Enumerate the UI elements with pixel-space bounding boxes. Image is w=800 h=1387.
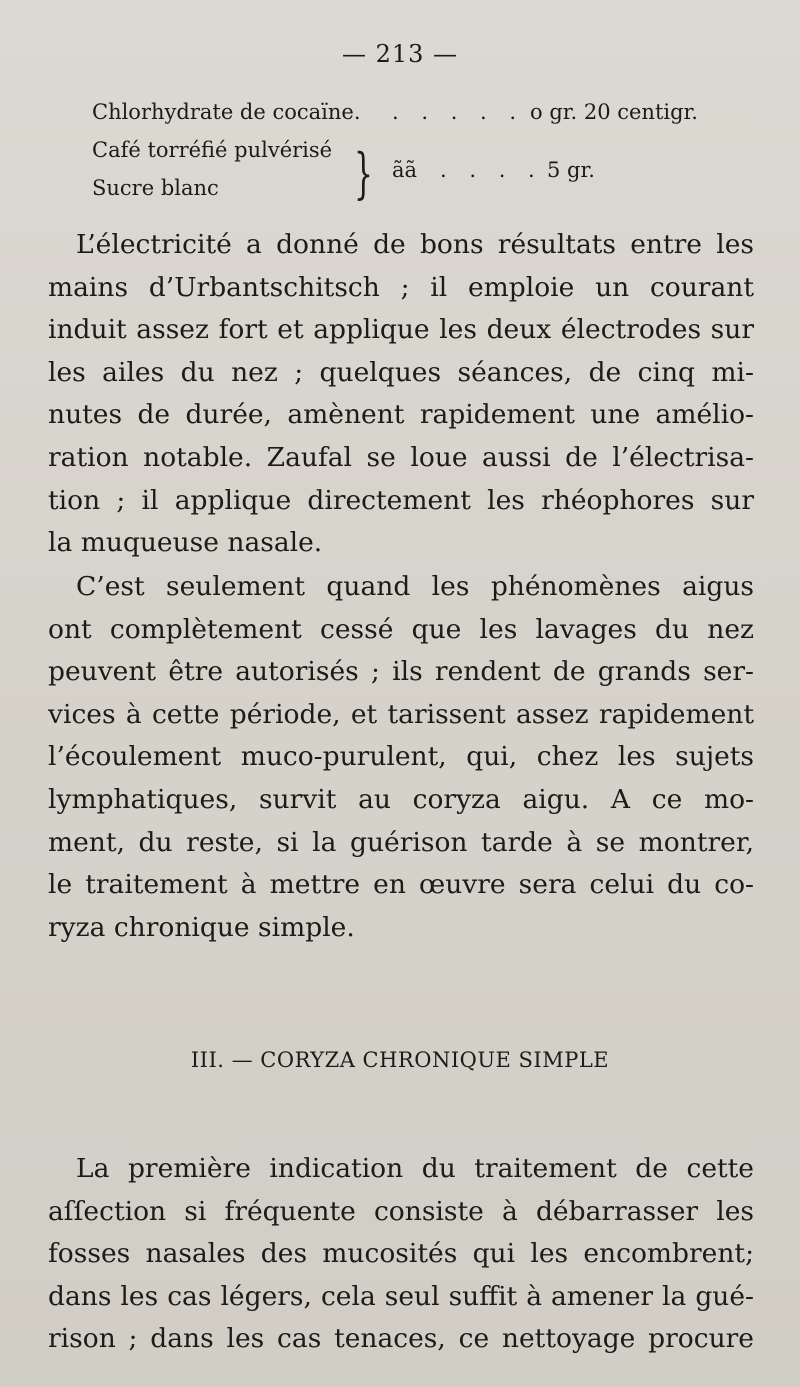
paragraph-electricite [48,224,754,565]
text-line: L’électricité a donné de bons résultats entre les [76,229,754,260]
recipe-brace: } [354,142,373,205]
text-line: l’écoulement muco-purulent, qui, chez les sujets [48,741,754,773]
recipe-block [92,100,732,214]
text-line: peuvent être autorisés ; ils rendent de grands ser- [48,656,754,688]
text-line: dans les cas légers, cela seul suffit à amener la gué- [48,1280,754,1312]
paragraph-lines [48,566,754,949]
recipe-leader-dots: . . . . [440,158,543,182]
text-line: La première indication du traitement de cette [76,1153,754,1184]
recipe-row-cocaine [92,100,732,138]
recipe-item-name: Café torréfié pulvérisé [92,138,333,162]
text-line: C’est seulement quand les phénomènes aigus [76,571,754,602]
text-line: ont complètement cessé que les lavages du nez [48,613,754,645]
paragraph-coryza-chronique [48,1148,754,1361]
text-line: rison ; dans les cas tenaces, ce nettoyage procure [48,1323,754,1355]
recipe-item-name: Chlorhydrate de cocaïne. [92,100,361,124]
paragraph-lines [48,1148,754,1361]
recipe-item-name: Sucre blanc [92,176,219,200]
paragraph-lines [48,224,754,565]
text-line: tion ; il applique directement les rhéophores sur [48,484,754,516]
page-number: — 213 — [341,40,459,68]
text-line: vices à cette période, et tarissent assez rapidement [48,698,754,730]
text-line: la muqueuse nasale. [48,527,323,559]
recipe-leader-dots: . . . . . [392,100,525,124]
text-line: le traitement à mettre en œuvre sera celui du co- [48,869,754,901]
paragraph-lavages [48,566,754,949]
recipe-item-dose: o gr. 20 centigr. [530,100,698,124]
text-line: nutes de durée, amènent rapidement une amélio- [48,399,754,431]
text-line: aſſection si fréquente consiste à débarrasser les [48,1195,754,1227]
text-line: mains d’Urbantschitsch ; il emploie un courant [48,271,754,303]
text-line: ration notable. Zaufal se loue aussi de l’électrisa- [48,441,754,473]
text-line: les ailes du nez ; quelques séances, de cinq mi- [48,356,754,388]
text-line: ment, du reste, si la guérison tarde à se montrer, [48,826,754,858]
text-line: induit assez fort et applique les deux électrodes sur [48,314,754,346]
text-line: ryza chronique simple. [48,911,355,943]
section-heading: III. — CORYZA CHRONIQUE SIMPLE [190,1048,610,1072]
recipe-item-dose: 5 gr. [547,158,595,182]
text-line: fosses nasales des mucosités qui les encombrent; [48,1238,754,1270]
text-line: lymphatiques, survit au coryza aigu. A ce mo- [48,783,754,815]
recipe-aa: ãã [392,158,418,182]
